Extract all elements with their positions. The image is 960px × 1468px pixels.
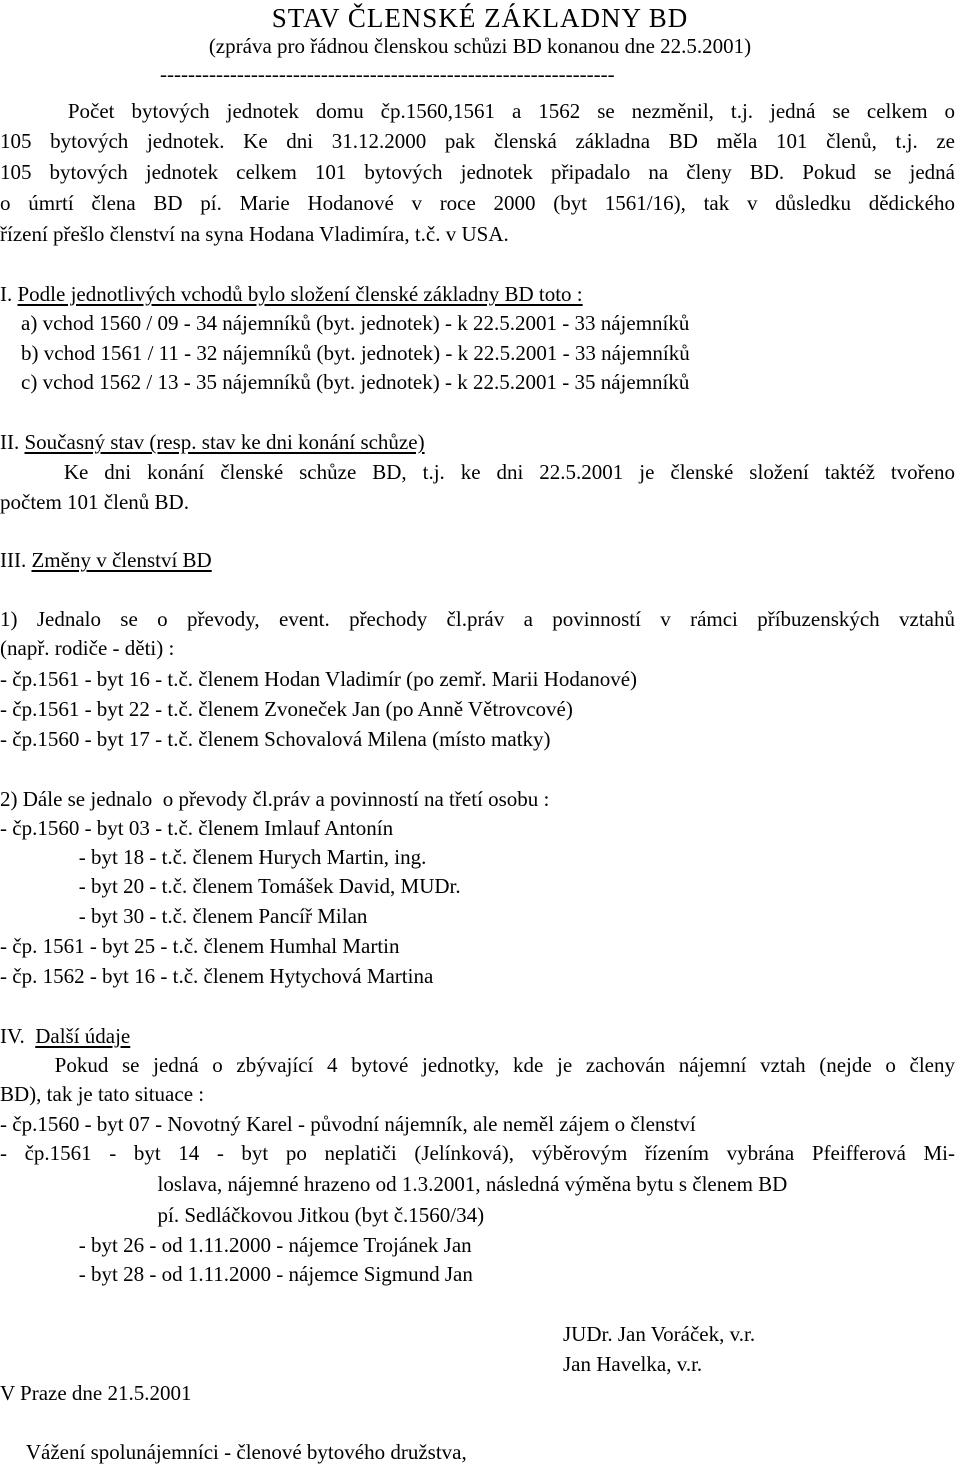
intro-line-5: řízení přešlo členství na syna Hodana Vladimíra, t.č. v USA. [0, 222, 509, 246]
transfers-family-line-2: (např. rodiče - děti) : [0, 636, 175, 660]
entrance-1560-line: a) vchod 1560 / 09 - 34 nájemníků (byt. jednotek) - k 22.5.2001 - 33 nájemníků [0, 311, 690, 335]
signature-2: Jan Havelka, v.r. [563, 1352, 703, 1376]
section-1-number: I. [0, 282, 18, 306]
section-2-heading [0, 430, 425, 454]
tenancy-item-continuation: pí. Sedláčkovou Jitkou (byt č.1560/34) [0, 1203, 485, 1227]
transfer-item: - byt 20 - t.č. členem Tomášek David, MUDr. [0, 874, 461, 898]
tenancy-item: - čp.1561 - byt 14 - byt po neplatiči (Jelínková), výběrovým řízením vybrána Pfeifferová Mi- [0, 1141, 955, 1165]
section-2-title: Současný stav (resp. stav ke dni konání schůze) [24, 430, 425, 454]
entrance-1561-line: b) vchod 1561 / 11 - 32 nájemníků (byt. jednotek) - k 22.5.2001 - 33 nájemníků [0, 341, 690, 365]
section-4-line-1: Pokud se jedná o zbývající 4 bytové jednotky, kde je zachován nájemní vztah (nejde o členy [0, 1053, 955, 1077]
tenancy-item: - čp.1560 - byt 07 - Novotný Karel - původní nájemník, ale neměl zájem o členství [0, 1112, 696, 1136]
section-4-heading [0, 1024, 130, 1048]
section-3-number: III. [0, 548, 32, 572]
transfers-third-party-line: 2) Dále se jednalo o převody čl.práv a povinností na třetí osobu : [0, 787, 550, 811]
section-3-heading [0, 548, 212, 572]
section-4-line-2: BD), tak je tato situace : [0, 1082, 205, 1106]
document-title: STAV ČLENSKÉ ZÁKLADNY BD [271, 3, 689, 33]
transfer-item: - čp. 1562 - byt 16 - t.č. členem Hytychová Martina [0, 964, 434, 988]
section-2-line-1: Ke dni konání členské schůze BD, t.j. ke dni 22.5.2001 je členské složení taktéž tvořeno [0, 460, 955, 484]
transfer-item: - čp.1560 - byt 03 - t.č. členem Imlauf Antonín [0, 816, 394, 840]
document-subtitle: (zpráva pro řádnou členskou schůzi BD konanou dne 22.5.2001) [208, 34, 752, 58]
section-1-title: Podle jednotlivých vchodů bylo složení členské základny BD toto : [17, 282, 583, 306]
transfer-item: - čp.1560 - byt 17 - t.č. členem Schovalová Milena (místo matky) [0, 727, 551, 751]
transfer-item: - byt 30 - t.č. členem Pancíř Milan [0, 904, 368, 928]
section-4-title: Další údaje [35, 1024, 131, 1048]
transfers-family-line-1: 1) Jednalo se o převody, event. přechody čl.práv a povinností v rámci příbuzenských vztahů [0, 607, 955, 631]
tenancy-item: - byt 26 - od 1.11.2000 - nájemce Trojánek Jan [0, 1233, 472, 1257]
section-1-heading [0, 282, 583, 306]
signature-1: JUDr. Jan Voráček, v.r. [563, 1322, 756, 1346]
closing-salutation: Vážení spolunájemníci - členové bytového družstva, [0, 1440, 467, 1464]
title-divider: ----------------------------------------------------------------- [160, 62, 615, 86]
section-2-number: II. [0, 430, 25, 454]
transfer-item: - čp. 1561 - byt 25 - t.č. členem Humhal Martin [0, 934, 400, 958]
entrance-1562-line: c) vchod 1562 / 13 - 35 nájemníků (byt. jednotek) - k 22.5.2001 - 35 nájemníků [0, 370, 690, 394]
section-3-title: Změny v členství BD [31, 548, 212, 572]
tenancy-item-continuation: loslava, nájemné hrazeno od 1.3.2001, následná výměna bytu s členem BD [0, 1172, 788, 1196]
intro-line-4: o úmrtí člena BD pí. Marie Hodanové v roce 2000 (byt 1561/16), tak v důsledku dědického [0, 191, 955, 215]
tenancy-item: - byt 28 - od 1.11.2000 - nájemce Sigmund Jan [0, 1262, 473, 1286]
transfer-item: - čp.1561 - byt 22 - t.č. členem Zvoneček Jan (po Anně Větrovcové) [0, 697, 573, 721]
section-2-line-2: počtem 101 členů BD. [0, 490, 189, 514]
place-and-date: V Praze dne 21.5.2001 [0, 1381, 192, 1405]
section-4-number: IV. [0, 1024, 36, 1048]
intro-line-3: 105 bytových jednotek celkem 101 bytových jednotek připadalo na členy BD. Pokud se jedná [0, 160, 955, 184]
transfer-item: - čp.1561 - byt 16 - t.č. členem Hodan Vladimír (po zemř. Marii Hodanové) [0, 667, 638, 691]
transfer-item: - byt 18 - t.č. členem Hurych Martin, ing. [0, 845, 427, 869]
intro-line-1: Počet bytových jednotek domu čp.1560,1561 a 1562 se nezměnil, t.j. jedná se celkem o [0, 99, 955, 123]
intro-line-2: 105 bytových jednotek. Ke dni 31.12.2000 pak členská základna BD měla 101 členů, t.j. ze [0, 129, 955, 153]
